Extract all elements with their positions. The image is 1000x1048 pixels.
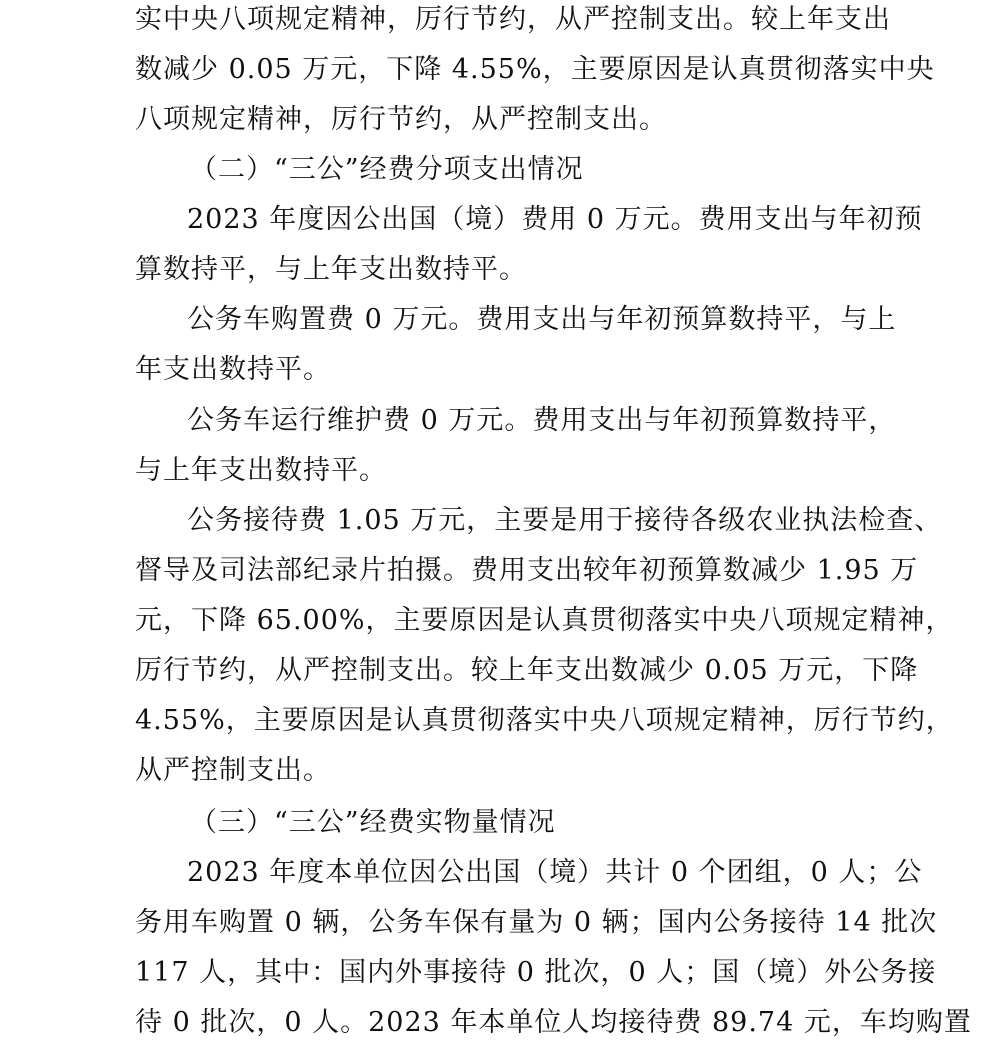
- paragraph-line: 公务车购置费 0 万元。费用支出与年初预算数持平，与上: [187, 304, 897, 335]
- paragraph-line: 公务接待费 1.05 万元，主要是用于接待各级农业执法检查、: [187, 505, 943, 536]
- paragraph-line: 从严控制支出。: [135, 755, 331, 786]
- section-heading: （三）“三公”经费实物量情况: [190, 807, 556, 838]
- paragraph-line: 务用车购置 0 辆，公务车保有量为 0 辆；国内公务接待 14 批次: [135, 907, 938, 938]
- paragraph-line: 实中央八项规定精神，厉行节约，从严控制支出。较上年支出: [135, 4, 891, 35]
- paragraph-line: 年支出数持平。: [135, 354, 331, 385]
- paragraph-line: 督导及司法部纪录片拍摄。费用支出较年初预算数减少 1.95 万: [135, 555, 919, 586]
- paragraph-line: 八项规定精神，厉行节约，从严控制支出。: [135, 104, 667, 135]
- section-heading: （二）“三公”经费分项支出情况: [190, 154, 584, 185]
- paragraph-line: 2023 年度因公出国（境）费用 0 万元。费用支出与年初预: [187, 204, 923, 235]
- paragraph-line: 数减少 0.05 万元，下降 4.55%，主要原因是认真贯彻落实中央: [135, 54, 935, 85]
- paragraph-line: 元，下降 65.00%，主要原因是认真贯彻落实中央八项规定精神，: [135, 605, 954, 636]
- paragraph-line: 算数持平，与上年支出数持平。: [135, 254, 527, 285]
- paragraph-line: 2023 年度本单位因公出国（境）共计 0 个团组，0 人；公: [187, 857, 923, 888]
- paragraph-line: 待 0 批次，0 人。2023 年本单位人均接待费 89.74 元，车均购置: [135, 1007, 972, 1038]
- paragraph-line: 4.55%，主要原因是认真贯彻落实中央八项规定精神，厉行节约，: [135, 705, 954, 736]
- paragraph-line: 117 人，其中：国内外事接待 0 批次，0 人；国（境）外公务接: [135, 957, 937, 988]
- paragraph-line: 与上年支出数持平。: [135, 455, 387, 486]
- paragraph-line: 公务车运行维护费 0 万元。费用支出与年初预算数持平，: [187, 405, 897, 436]
- paragraph-line: 厉行节约，从严控制支出。较上年支出数减少 0.05 万元，下降: [135, 655, 919, 686]
